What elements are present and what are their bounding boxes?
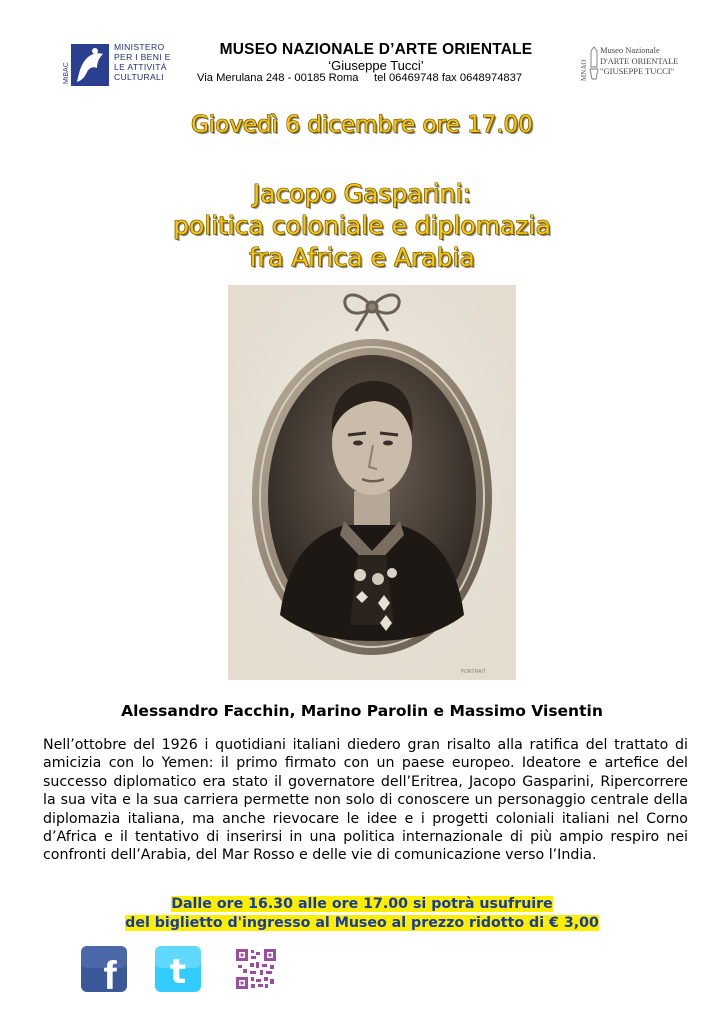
ticket-note-text: del biglietto d'ingresso al Museo al prezzo ridotto di € 3,00 bbox=[125, 915, 599, 931]
museum-logo-line: D'ARTE ORIENTALE bbox=[600, 55, 679, 66]
ministry-line: CULTURALI bbox=[114, 72, 164, 82]
svg-text:MNAO: MNAO bbox=[580, 59, 588, 81]
event-title-line-2: politica coloniale e diplomazia bbox=[173, 211, 551, 240]
authors: Alessandro Facchin, Marino Parolin e Massimo Visentin bbox=[121, 702, 603, 720]
event-title-line-3: fra Africa e Arabia bbox=[249, 243, 475, 272]
svg-text:f: f bbox=[103, 954, 117, 993]
qr-code-icon[interactable] bbox=[236, 949, 276, 989]
event-title-line-1: Jacopo Gasparini: bbox=[252, 179, 472, 208]
ministry-logo bbox=[63, 42, 109, 88]
ticket-note-text: Dalle ore 16.30 alle ore 17.00 si potrà usufruire bbox=[171, 896, 553, 912]
museum-subname: ‘Giuseppe Tucci’ bbox=[328, 58, 424, 73]
ministry-name bbox=[114, 42, 171, 82]
description-paragraph: Nell’ottobre del 1926 i quotidiani italiani diedero gran risalto alla ratifica del trattato di amicizia con lo Yemen: il primo firmato con un paese europeo. Ideatore e artefice del successo diplomatico era stato il governatore dell’Eritrea, Jacopo Gasparini, Ripercorrere la sua vita e la sua carriera permette non solo di conoscere un personaggio centrale della diplomazia italiana, ma anche rievocare le idee e i progetti coloniali italiani nel Corno d’Africa e il tentativo di inserirsi in una politica internazionale di più ampio respiro nei confronti dell’Arabia, del Mar Rosso e delle vie di comunicazione verso l’India. bbox=[43, 737, 688, 864]
museum-heading bbox=[196, 41, 556, 73]
event-description bbox=[43, 736, 688, 865]
ministry-line: PER I BENI E bbox=[114, 52, 171, 62]
facebook-icon[interactable] bbox=[80, 945, 128, 993]
ministry-line: MINISTERO bbox=[114, 42, 165, 52]
museum-logo-line: "GIUSEPPE TUCCI" bbox=[600, 66, 675, 76]
svg-text:MiBAC: MiBAC bbox=[63, 62, 70, 84]
svg-text:t: t bbox=[169, 952, 187, 992]
museum-logo-text bbox=[600, 45, 678, 77]
svg-text:PORTRAIT: PORTRAIT bbox=[460, 669, 486, 675]
museum-address: Via Merulana 248 - 00185 Roma tel 06469748 fax 0648974837 bbox=[197, 72, 523, 84]
portrait-photo bbox=[228, 285, 516, 680]
museum-logo bbox=[577, 45, 599, 83]
twitter-icon[interactable] bbox=[154, 945, 202, 993]
ticket-note-line-1 bbox=[0, 896, 724, 912]
museum-name: MUSEO NAZIONALE D’ARTE ORIENTALE bbox=[219, 41, 533, 58]
ticket-note-line-2 bbox=[0, 915, 724, 931]
event-date: Giovedì 6 dicembre ore 17.00 bbox=[191, 112, 533, 138]
ministry-line: LE ATTIVITÀ bbox=[114, 62, 167, 72]
museum-logo-line: Museo Nazionale bbox=[600, 45, 660, 55]
